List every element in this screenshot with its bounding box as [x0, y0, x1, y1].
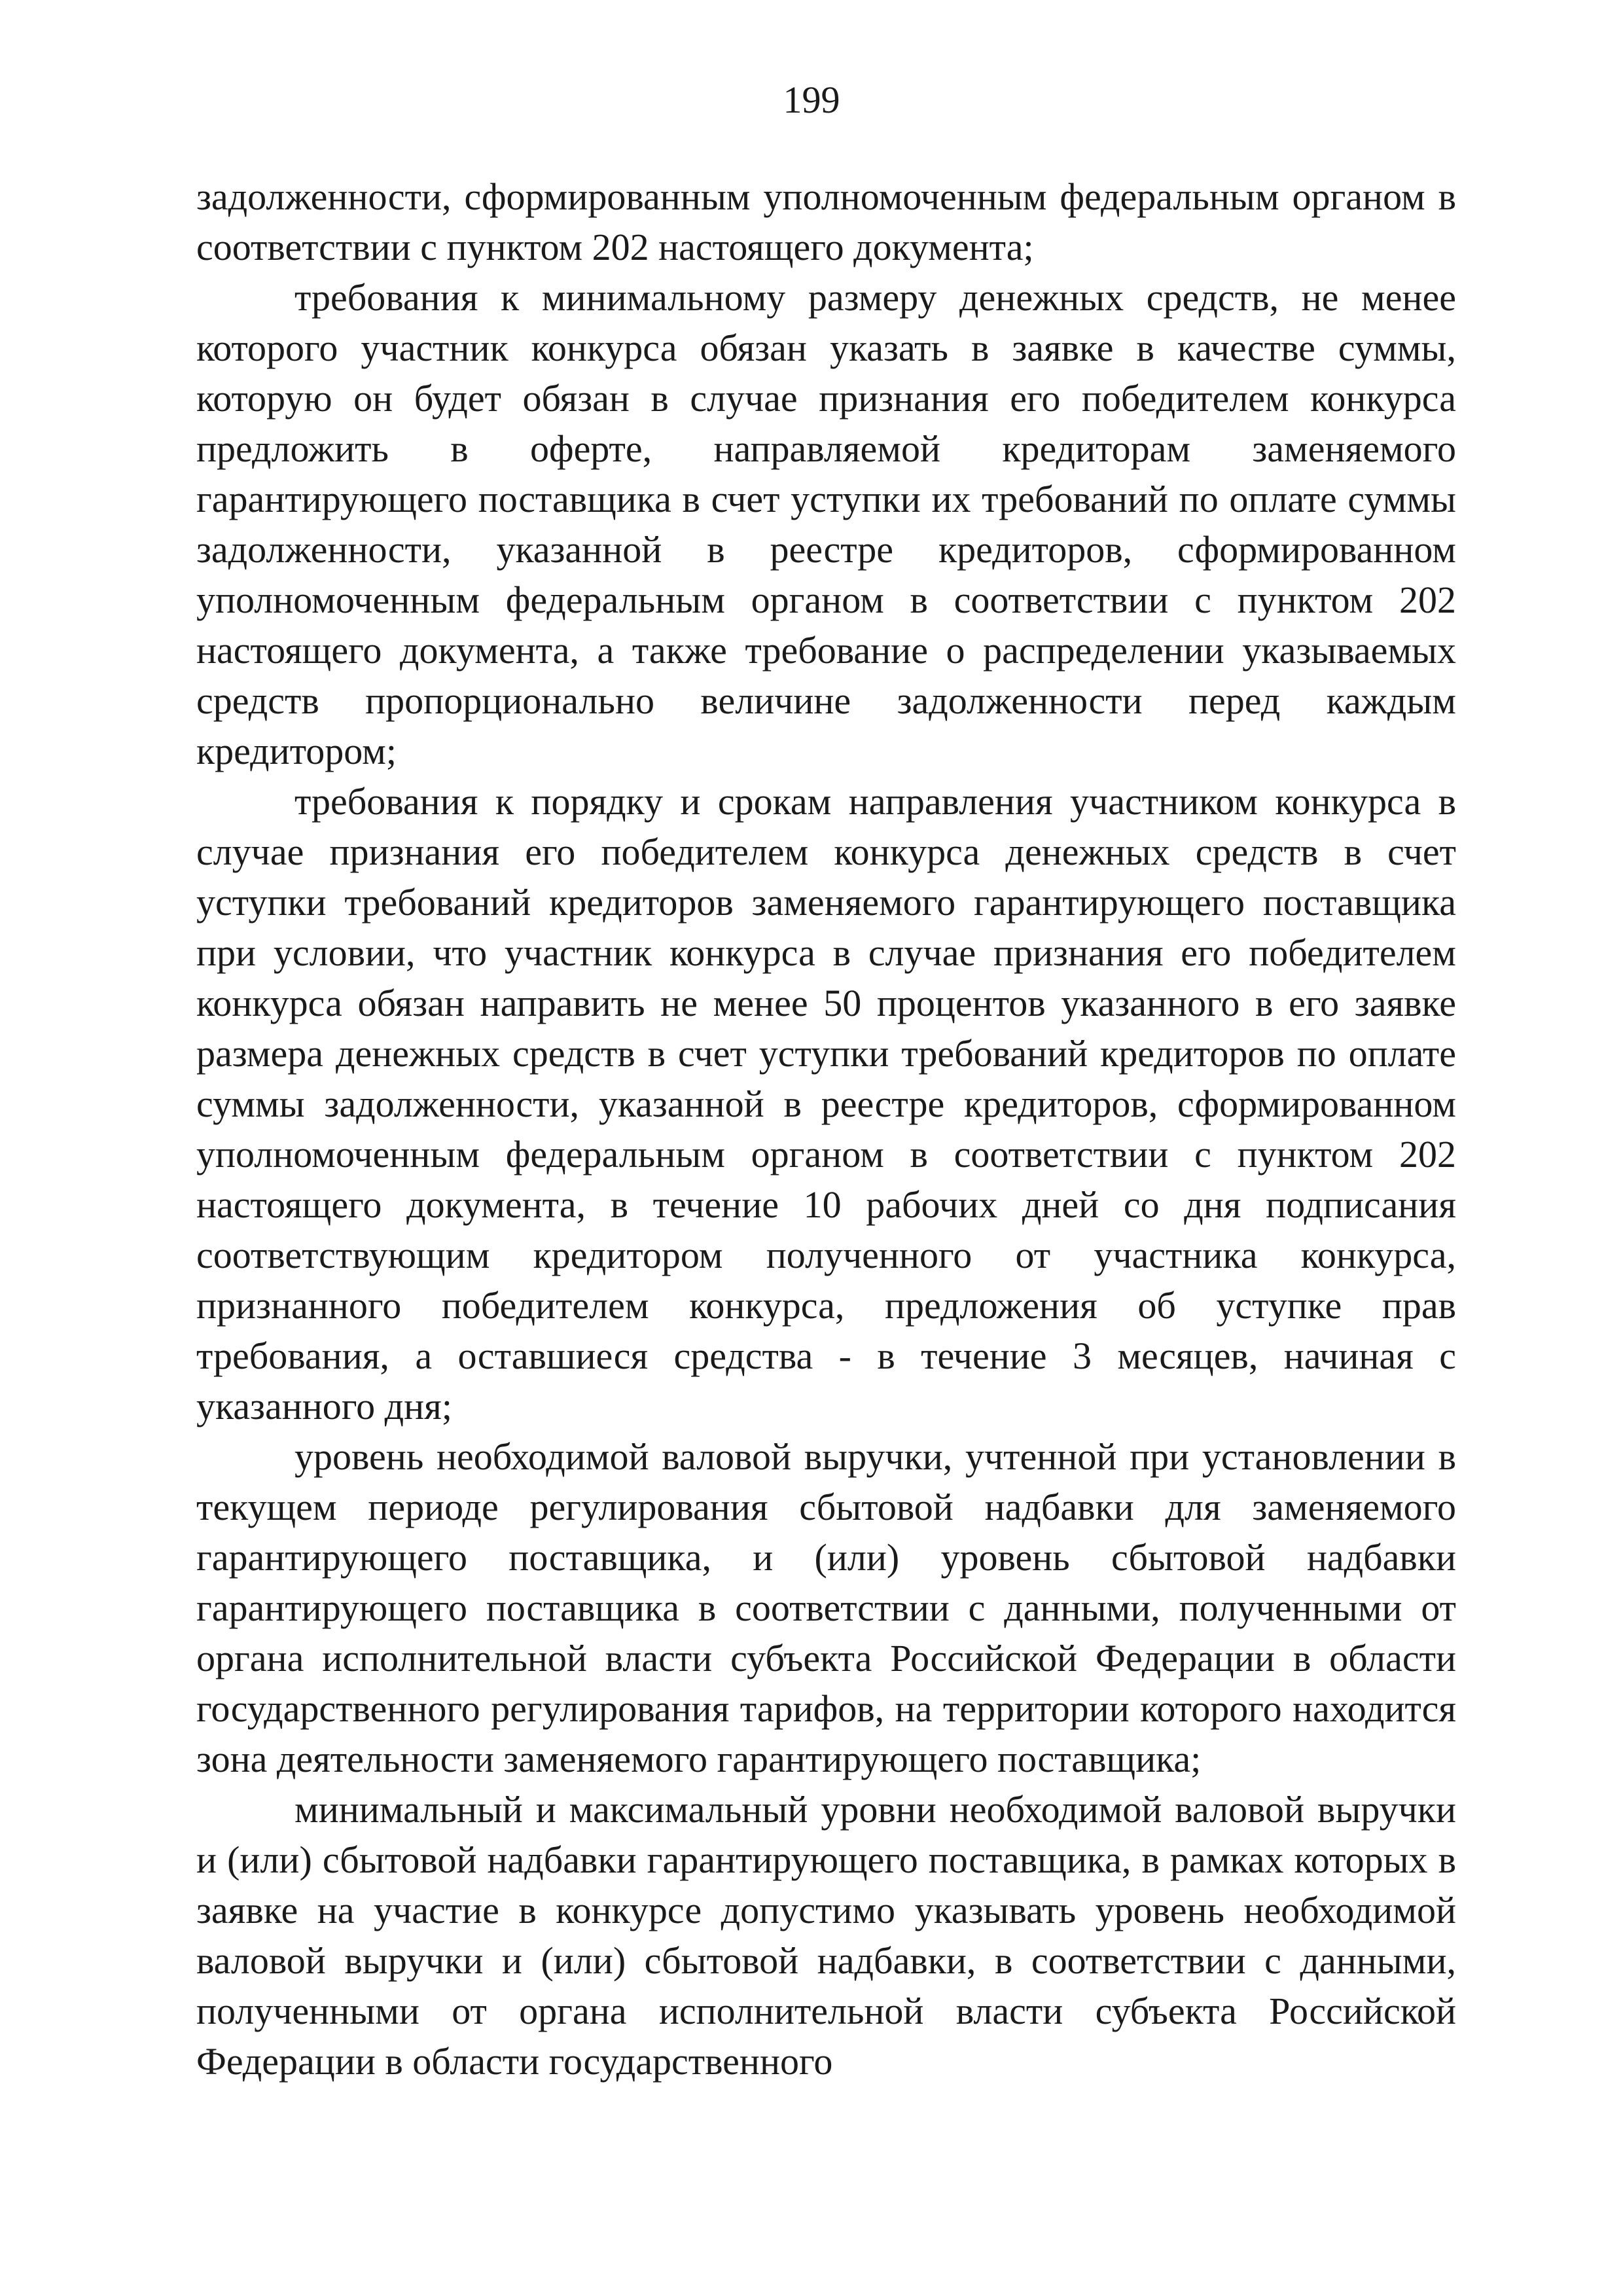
page-number: 199: [783, 79, 840, 121]
paragraph-3: требования к порядку и срокам направления участником конкурса в случае признания его победителем конкурса денежных средств в счет уступки требований кредиторов заменяемого гарантирующего поставщика при условии, что участник конкурса в случае признания его победителем конкурса обязан направить не менее 50 процентов указанного в его заявке размера денежных средств в счет уступки требований кредиторов по оплате суммы задолженности, указанной в реестре кредиторов, сформированном уполномоченным федеральным органом в соответствии с пунктом 202 настоящего документа, в течение 10 рабочих дней со дня подписания соответствующим кредитором полученного от участника конкурса, признанного победителем конкурса, предложения об уступке прав требования, а оставшиеся средства - в течение 3 месяцев, начиная с указанного дня;: [196, 780, 1456, 1427]
paragraph-5: минимальный и максимальный уровни необходимой валовой выручки и (или) сбытовой надбавки гарантирующего поставщика, в рамках которых в заявке на участие в конкурсе допустимо указывать уровень необходимой валовой выручки и (или) сбытовой надбавки, в соответствии с данными, полученными от органа исполнительной власти субъекта Российской Федерации в области государственного: [196, 1788, 1456, 2083]
document-body: [196, 171, 1456, 2087]
paragraph-2: требования к минимальному размеру денежных средств, не менее которого участник конкурса обязан указать в заявке в качестве суммы, которую он будет обязан в случае признания его победителем конкурса предложить в оферте, направляемой кредиторам заменяемого гарантирующего поставщика в счет уступки их требований по оплате суммы задолженности, указанной в реестре кредиторов, сформированном уполномоченным федеральным органом в соответствии с пунктом 202 настоящего документа, а также требование о распределении указываемых средств пропорционально величине задолженности перед каждым кредитором;: [196, 276, 1456, 772]
paragraph-4: уровень необходимой валовой выручки, учтенной при установлении в текущем периоде регулирования сбытовой надбавки для заменяемого гарантирующего поставщика, и (или) уровень сбытовой надбавки гарантирующего поставщика в соответствии с данными, полученными от органа исполнительной власти субъекта Российской Федерации в области государственного регулирования тарифов, на территории которого находится зона деятельности заменяемого гарантирующего поставщика;: [196, 1435, 1456, 1780]
paragraph-1: задолженности, сформированным уполномоченным федеральным органом в соответствии с пунктом 202 настоящего документа;: [196, 175, 1456, 268]
